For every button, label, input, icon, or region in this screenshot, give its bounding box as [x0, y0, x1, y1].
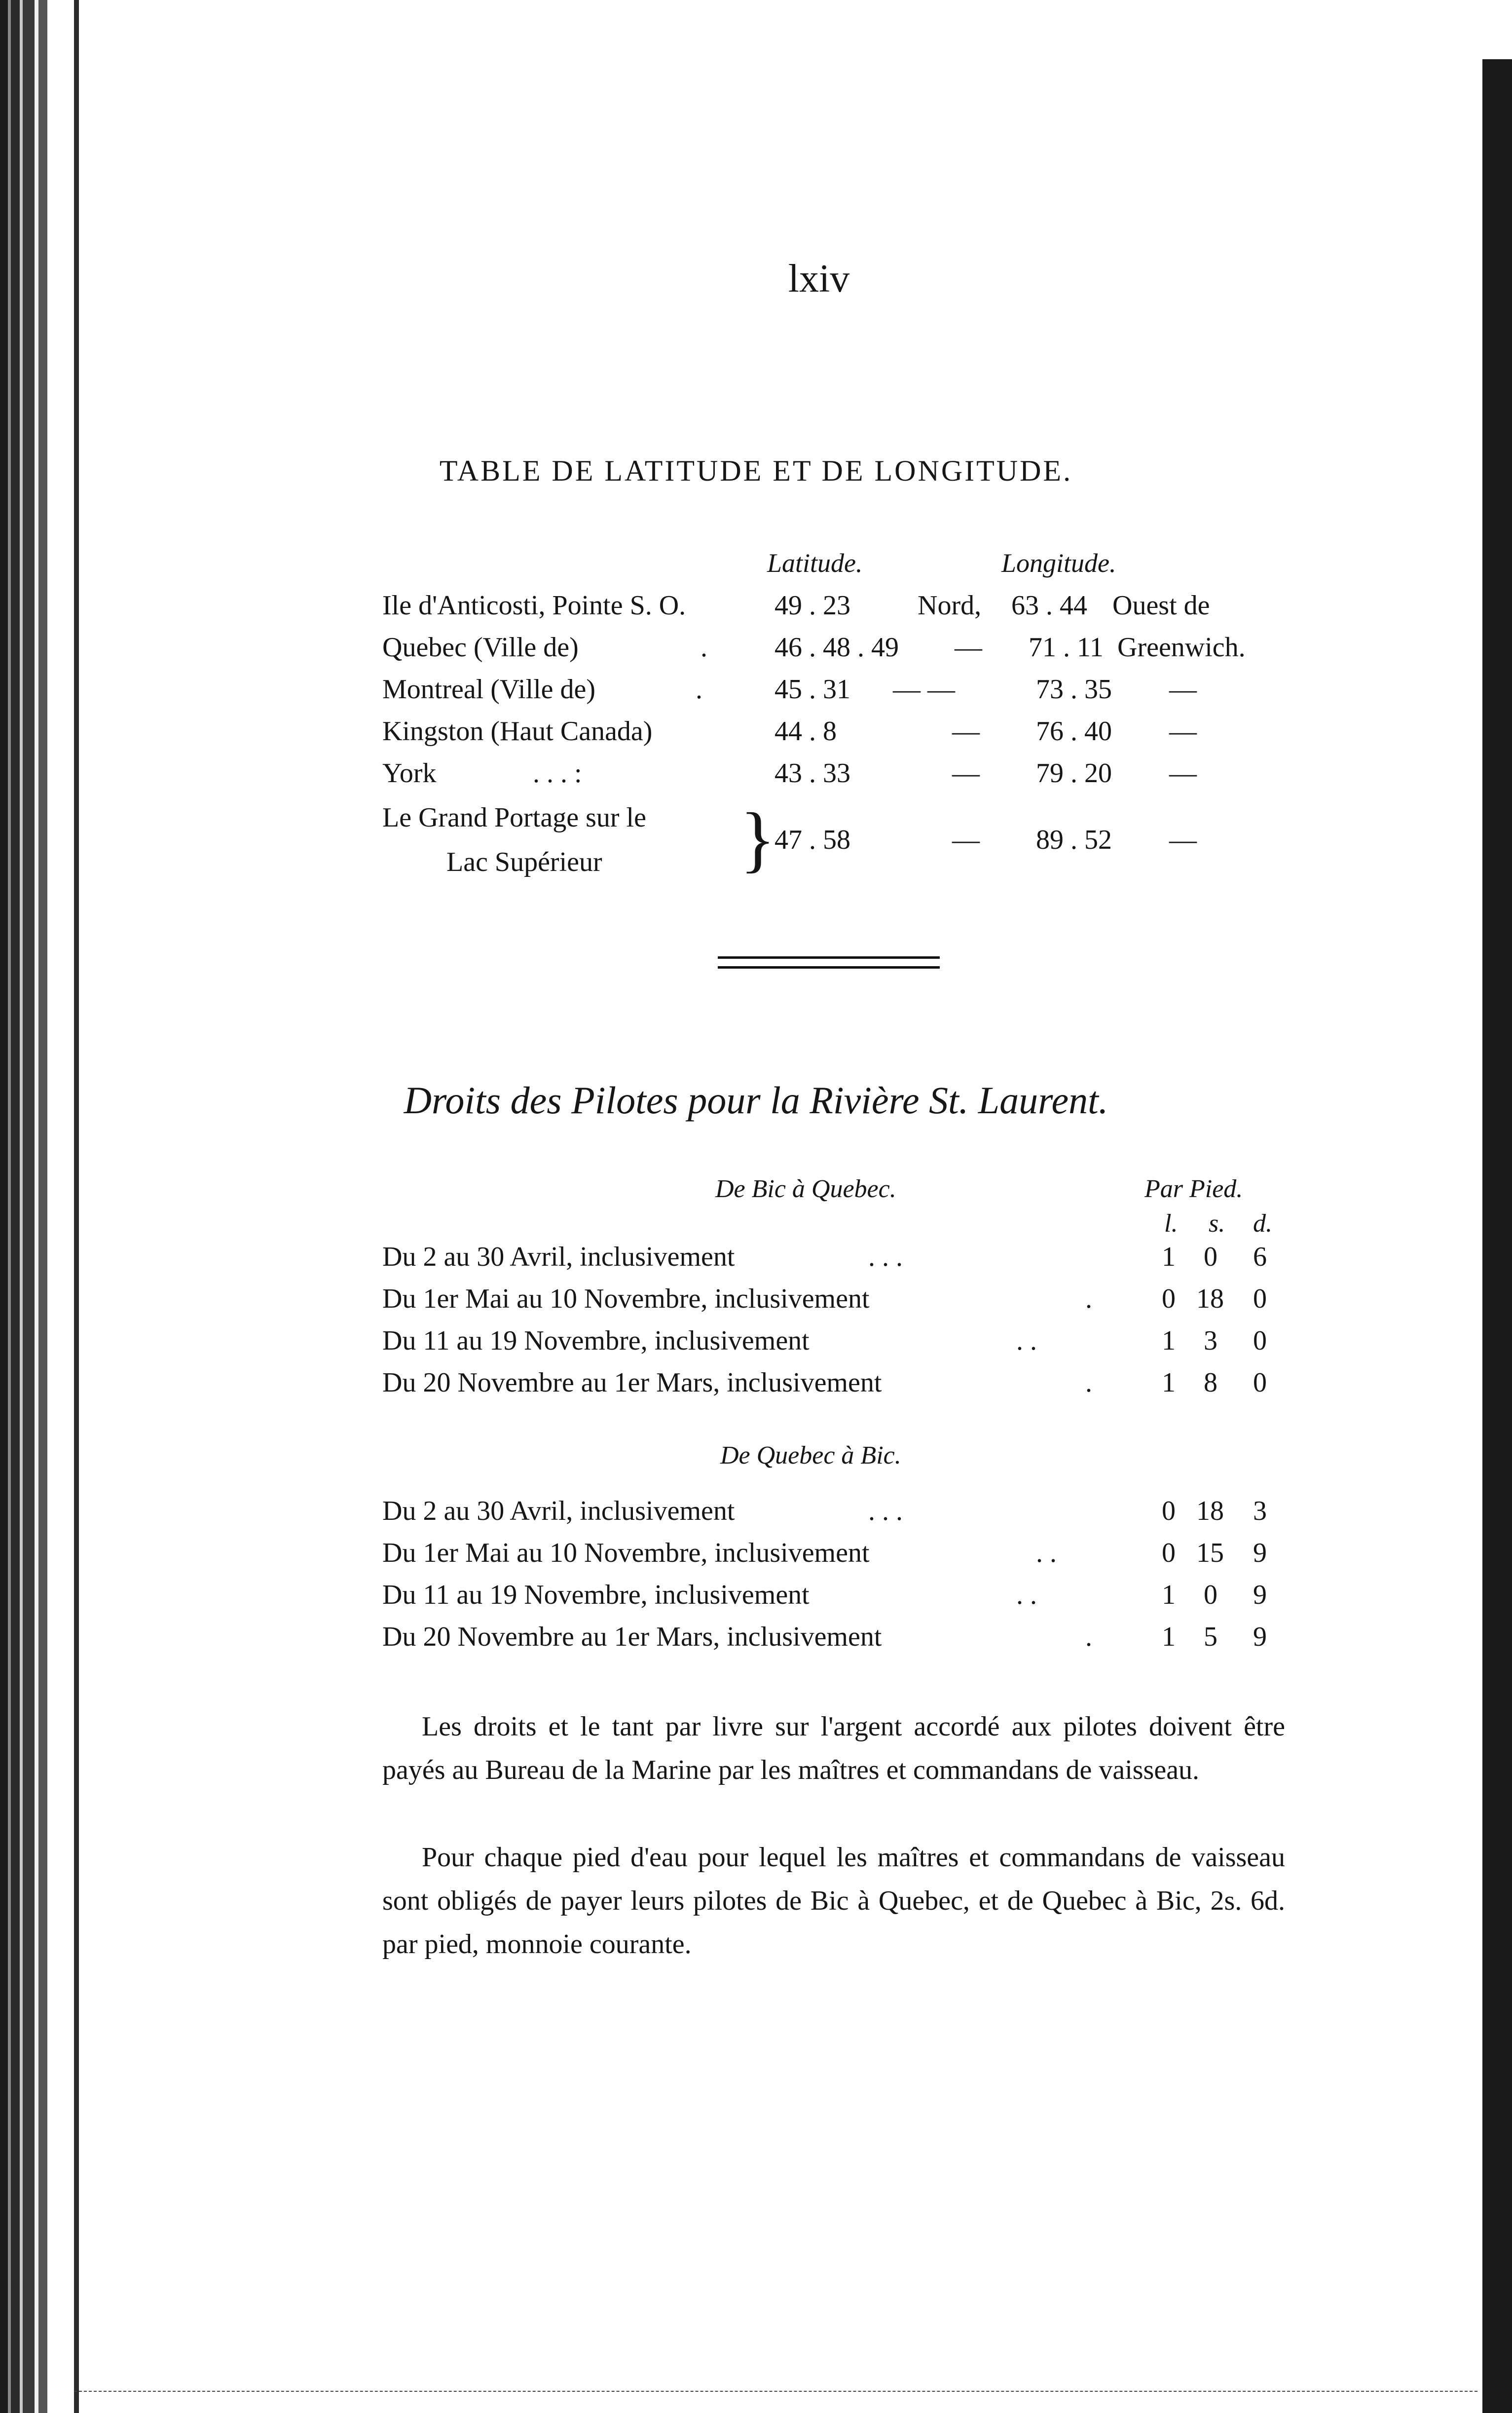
leader-dots: . . . [868, 1242, 903, 1272]
latlong-row [0, 757, 1512, 802]
leader-dots: . . . : [533, 758, 582, 789]
latitude-value: 44 . 8 [774, 716, 837, 747]
longitude-value: 89 . 52 [1036, 825, 1112, 855]
latitude-value: 45 . 31 [774, 674, 850, 705]
fee-s: 18 [1196, 1283, 1224, 1314]
brace-glyph: } [740, 798, 775, 880]
leader-dots: . [1085, 1367, 1092, 1398]
fee-d: 9 [1253, 1621, 1267, 1652]
place-name-continued: Lac Supérieur [446, 847, 602, 877]
fee-row [0, 1367, 1512, 1411]
fee-label: Du 20 Novembre au 1er Mars, inclusivement [382, 1367, 882, 1398]
fee-s: 0 [1204, 1242, 1217, 1272]
body-paragraph [382, 1705, 1285, 1792]
latlong-row [0, 674, 1512, 718]
place-name: Montreal (Ville de) [382, 674, 596, 705]
longitude-note: — [1169, 758, 1197, 789]
latitude-note: — [955, 632, 982, 663]
pilots-title: Droits des Pilotes pour la Rivière St. Laurent. [404, 1079, 1108, 1122]
section-heading: De Bic à Quebec. [715, 1175, 896, 1203]
page-number: lxiv [788, 257, 850, 301]
section-divider [718, 966, 940, 969]
fee-label: Du 1er Mai au 10 Novembre, inclusivement [382, 1283, 870, 1314]
fee-row [0, 1537, 1512, 1582]
leader-dots: . . [1016, 1325, 1037, 1356]
fee-l: 1 [1162, 1621, 1176, 1652]
fee-label: Du 11 au 19 Novembre, inclusivement [382, 1580, 810, 1610]
unit-s: s. [1209, 1209, 1225, 1238]
fee-d: 0 [1253, 1325, 1267, 1356]
longitude-value: 63 . 44 [1011, 590, 1087, 621]
longitude-note: — [1169, 716, 1197, 747]
latitude-value: 47 . 58 [774, 825, 850, 855]
place-name: York [382, 758, 437, 789]
fee-d: 9 [1253, 1580, 1267, 1610]
fee-d: 9 [1253, 1538, 1267, 1568]
fee-row [0, 1241, 1512, 1285]
leader-dots: . [701, 632, 707, 663]
fee-l: 1 [1162, 1367, 1176, 1398]
fee-s: 3 [1204, 1325, 1217, 1356]
longitude-value: 73 . 35 [1036, 674, 1112, 705]
fee-d: 0 [1253, 1283, 1267, 1314]
section-heading: De Quebec à Bic. [720, 1441, 901, 1470]
paragraph-text: Les droits et le tant par livre sur l'argent accordé aux pilotes doivent être payés au Bureau de la Marine par les maîtres et commandans de vaisseau. [382, 1711, 1285, 1785]
latlong-row [0, 716, 1512, 760]
fee-label: Du 2 au 30 Avril, inclusivement [382, 1242, 735, 1272]
scan-edge-right [1477, 59, 1512, 2413]
section-divider [718, 956, 940, 959]
longitude-note: — [1169, 674, 1197, 705]
latlong-title: TABLE DE LATITUDE ET DE LONGITUDE. [439, 454, 1073, 487]
fee-s: 15 [1196, 1538, 1224, 1568]
place-name: Kingston (Haut Canada) [382, 716, 653, 747]
fee-row [0, 1621, 1512, 1665]
fee-l: 0 [1162, 1496, 1176, 1526]
fee-l: 1 [1162, 1242, 1176, 1272]
latitude-note: — [952, 825, 980, 855]
latlong-row [0, 632, 1512, 676]
unit-l: l. [1164, 1209, 1178, 1238]
leader-dots: . [696, 674, 702, 705]
fee-s: 0 [1204, 1580, 1217, 1610]
unit-d: d. [1253, 1209, 1272, 1238]
fee-l: 1 [1162, 1325, 1176, 1356]
latitude-note: — — [893, 674, 955, 705]
longitude-note: — [1169, 825, 1197, 855]
scan-edge-left [0, 0, 74, 2413]
fee-row [0, 1283, 1512, 1327]
fee-d: 0 [1253, 1367, 1267, 1398]
fee-label: Du 2 au 30 Avril, inclusivement [382, 1496, 735, 1526]
body-paragraph [382, 1836, 1285, 1966]
fee-row [0, 1495, 1512, 1540]
longitude-value: 79 . 20 [1036, 758, 1112, 789]
longitude-header: Longitude. [1001, 548, 1116, 578]
longitude-note: Ouest de [1112, 590, 1210, 621]
leader-dots: . . [1036, 1538, 1057, 1568]
fee-l: 1 [1162, 1580, 1176, 1610]
place-name: Quebec (Ville de) [382, 632, 579, 663]
latitude-header: Latitude. [767, 548, 863, 578]
latitude-value: 43 . 33 [774, 758, 850, 789]
place-name: Ile d'Anticosti, Pointe S. O. [382, 590, 686, 621]
fee-d: 6 [1253, 1242, 1267, 1272]
leader-dots: . [1085, 1621, 1092, 1652]
latitude-note: Nord, [918, 590, 982, 621]
fee-l: 0 [1162, 1538, 1176, 1568]
longitude-value: 76 . 40 [1036, 716, 1112, 747]
latitude-note: — [952, 716, 980, 747]
leader-dots: . . [1016, 1580, 1037, 1610]
column-header: Par Pied. [1144, 1175, 1243, 1203]
leader-dots: . . . [868, 1496, 903, 1526]
latitude-note: — [952, 758, 980, 789]
latlong-values-row [0, 824, 1512, 868]
fee-s: 18 [1196, 1496, 1224, 1526]
longitude-value: 71 . 11 [1029, 632, 1104, 663]
latitude-value: 49 . 23 [774, 590, 850, 621]
fee-row [0, 1579, 1512, 1623]
fee-s: 8 [1204, 1367, 1217, 1398]
latlong-row [0, 590, 1512, 634]
longitude-note: Greenwich. [1117, 632, 1246, 663]
leader-dots: . [1085, 1283, 1092, 1314]
fee-l: 0 [1162, 1283, 1176, 1314]
paragraph-text: Pour chaque pied d'eau pour lequel les maîtres et commandans de vaisseau sont obligés de payer leurs pilotes de Bic à Quebec, et de Quebec à Bic, 2s. 6d. par pied, monnoie courante. [382, 1842, 1285, 1960]
place-name: Le Grand Portage sur le [382, 802, 646, 833]
fee-label: Du 11 au 19 Novembre, inclusivement [382, 1325, 810, 1356]
scan-bottom-edge [74, 2391, 1477, 2393]
fee-d: 3 [1253, 1496, 1267, 1526]
fee-s: 5 [1204, 1621, 1217, 1652]
fee-row [0, 1325, 1512, 1369]
scan-edge-left-inner [74, 0, 79, 2413]
fee-label: Du 20 Novembre au 1er Mars, inclusivement [382, 1621, 882, 1652]
fee-label: Du 1er Mai au 10 Novembre, inclusivement [382, 1538, 870, 1568]
latitude-value: 46 . 48 . 49 [774, 632, 899, 663]
